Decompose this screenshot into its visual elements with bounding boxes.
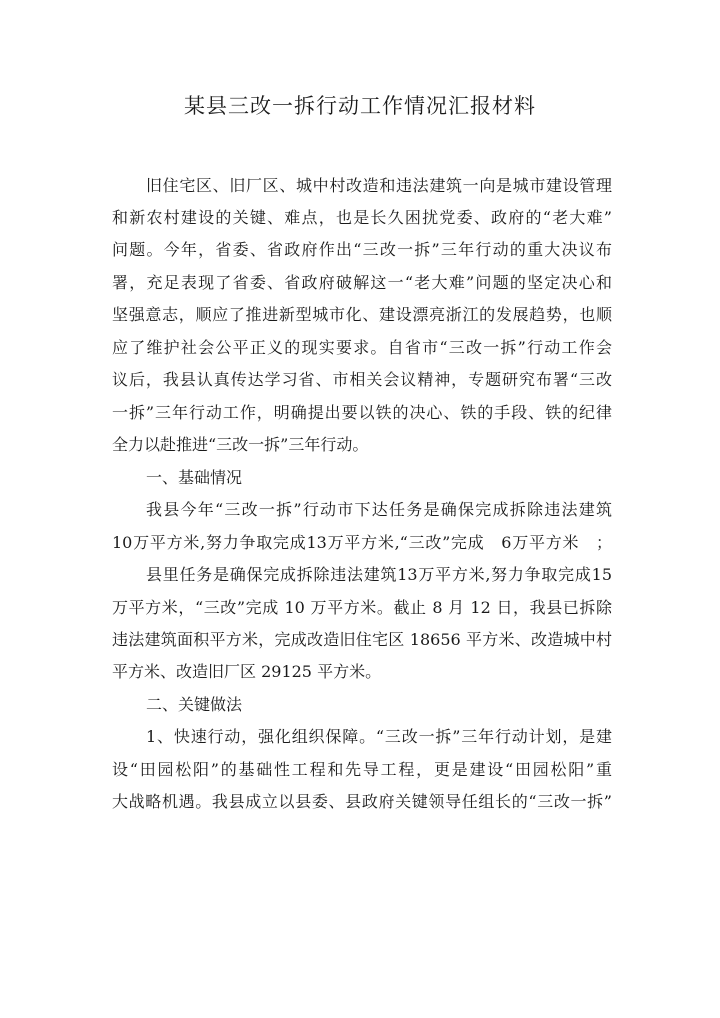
section-heading: 二、关键做法 bbox=[146, 695, 243, 714]
paragraph-line: 坚强意志，顺应了推进新型城市化、建设漂亮浙江的发展趋势，也顺 bbox=[112, 305, 612, 324]
paragraph-line: 设“田园松阳”的基础性工程和先导工程，更是建设“田园松阳”重 bbox=[112, 760, 612, 779]
paragraph-line: 旧住宅区、旧厂区、城中村改造和违法建筑一向是城市建设管理 bbox=[146, 176, 612, 195]
paragraph-line: 署，充足表现了省委、省政府破解这一“老大难”问题的坚定决心和 bbox=[112, 273, 612, 292]
paragraph-line: 我县今年“三改一拆”行动市下达任务是确保完成拆除违法建筑 bbox=[146, 500, 612, 519]
paragraph-line: 1、快速行动，强化组织保障。“三改一拆”三年行动计划，是建 bbox=[146, 727, 612, 746]
paragraph-line: 10万平方米,努力争取完成13万平方米,“三改”完成 6万平方米 ； bbox=[112, 533, 612, 552]
paragraph-line: 违法建筑面积平方米，完成改造旧住宅区 18656 平方米、改造城中村 bbox=[112, 630, 612, 649]
document-title: 某县三改一拆行动工作情况汇报材料 bbox=[184, 94, 536, 118]
paragraph-line: 万平方米，“三改”完成 10 万平方米。截止 8 月 12 日，我县已拆除 bbox=[112, 598, 612, 617]
paragraph-line: 平方米、改造旧厂区 29125 平方米。 bbox=[112, 662, 382, 681]
section-heading: 一、基础情况 bbox=[146, 468, 243, 487]
paragraph-line: 全力以赴推进“三改一拆”三年行动。 bbox=[112, 435, 369, 454]
paragraph-line: 一拆”三年行动工作，明确提出要以铁的决心、铁的手段、铁的纪律 bbox=[112, 403, 612, 422]
paragraph-line: 和新农村建设的关键、难点，也是长久困扰党委、政府的“老大难” bbox=[112, 208, 612, 227]
paragraph-line: 议后，我县认真传达学习省、市相关会议精神，专题研究布署“三改 bbox=[112, 370, 612, 389]
paragraph-line: 应了维护社会公平正义的现实要求。自省市“三改一拆”行动工作会 bbox=[112, 338, 612, 357]
paragraph-line: 县里任务是确保完成拆除违法建筑13万平方米,努力争取完成15 bbox=[146, 565, 612, 584]
paragraph-line: 大战略机遇。我县成立以县委、县政府关键领导任组长的“三改一拆” bbox=[112, 792, 612, 811]
paragraph-line: 问题。今年，省委、省政府作出“三改一拆”三年行动的重大决议布 bbox=[112, 240, 612, 259]
